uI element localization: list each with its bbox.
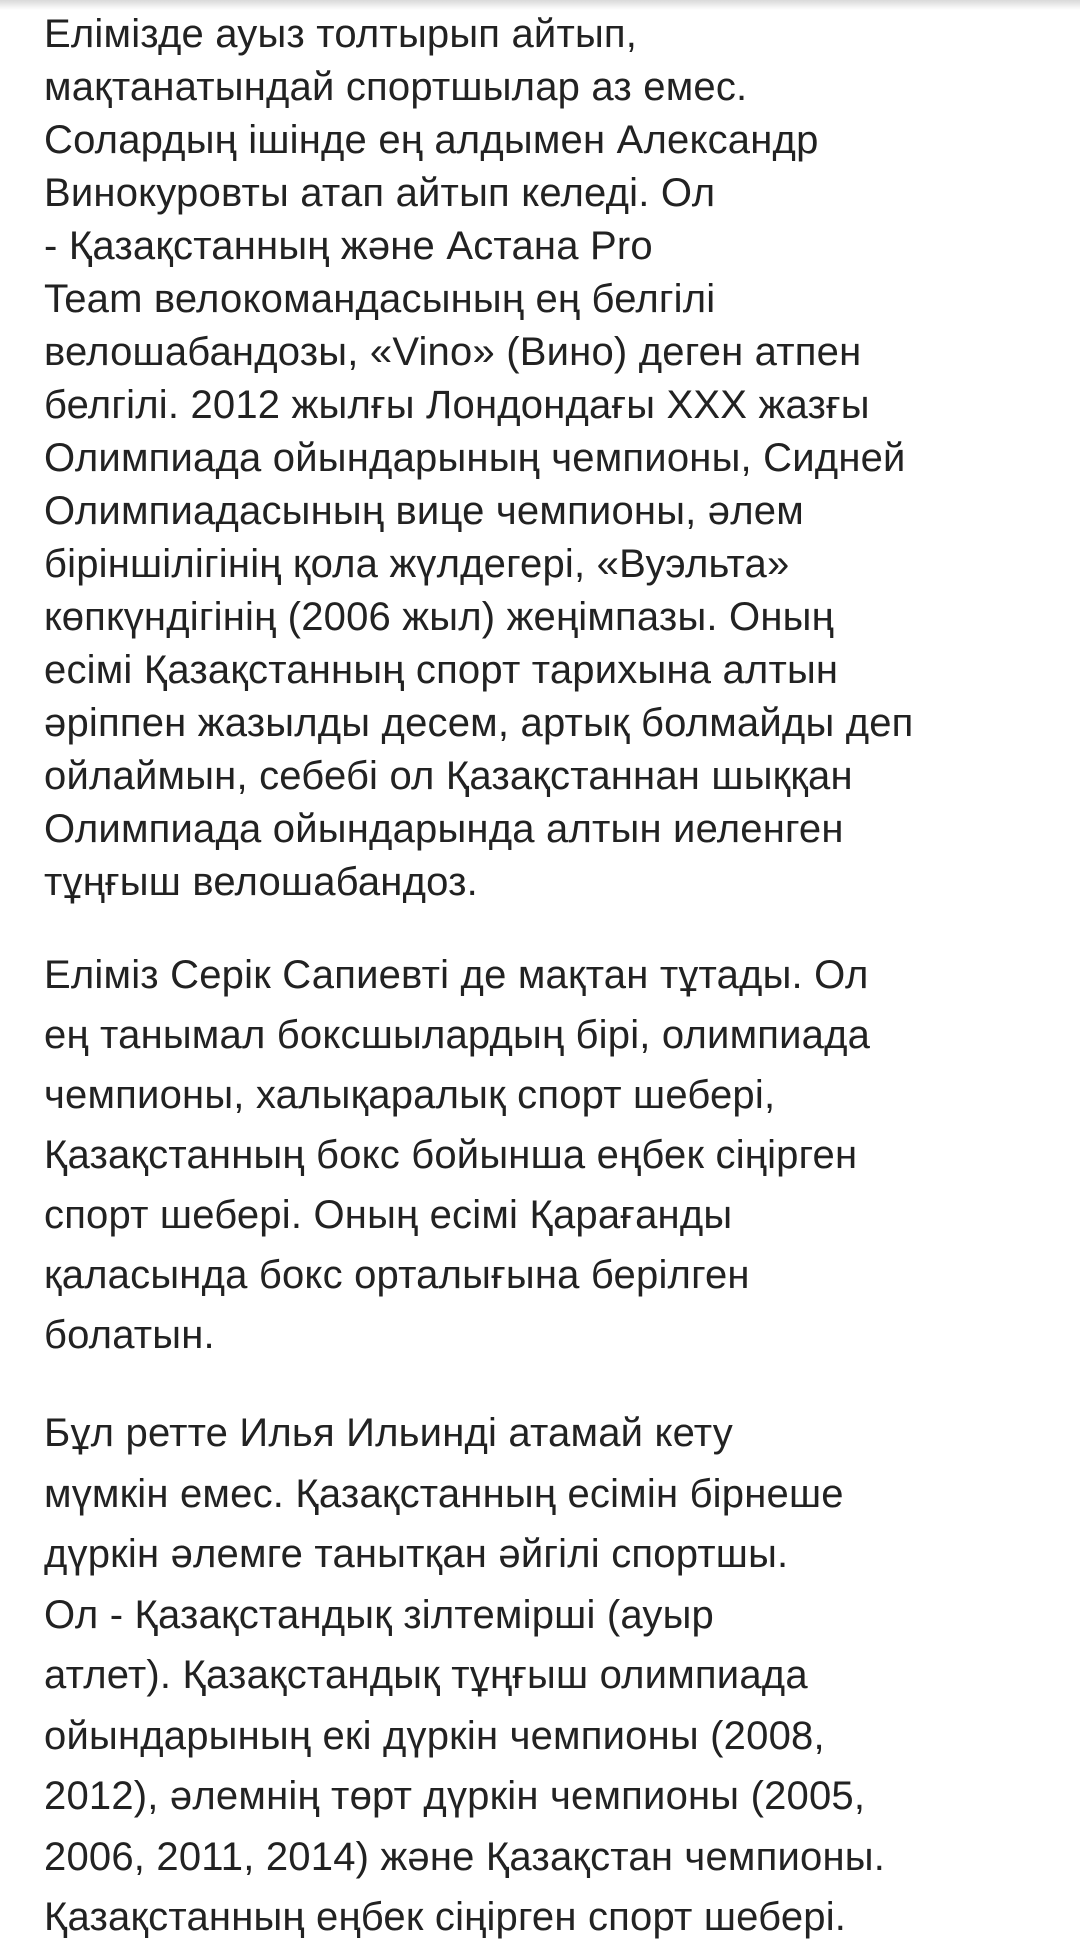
text-line: мүмкін емес. Қазақстанның есімін бірнеше	[44, 1471, 844, 1516]
text-line: дүркін әлемге танытқан әйгілі спортшы.	[44, 1532, 789, 1576]
text-line: ойлаймын, себебі ол Қазақстаннан шыққан	[44, 754, 853, 798]
text-line: Олимпиада ойындарында алтын иеленген	[44, 807, 844, 851]
text-line: Солардың ішінде ең алдымен Александр	[44, 118, 819, 162]
text-line: Олимпиадасының вице чемпионы, әлем	[44, 489, 804, 533]
text-line: есімі Қазақстанның спорт тарихына алтын	[44, 648, 839, 692]
document-body	[44, 8, 1064, 1948]
text-line: Қазақстанның еңбек сіңірген спорт шебері.	[44, 1895, 847, 1939]
text-line: Елімізде ауыз толтырып айтып,	[44, 12, 638, 56]
text-line: спорт шебері. Оның есімі Қарағанды	[44, 1193, 733, 1237]
text-line: әріппен жазылды десем, артық болмайды деп	[44, 701, 914, 745]
text-line: чемпионы, халықаралық спорт шебері,	[44, 1073, 776, 1117]
text-line: біріншілігінің қола жүлдегері, «Вуэльта»	[44, 542, 790, 586]
paragraph-sapiyev	[44, 945, 1064, 1365]
paragraph-vinokurov	[44, 8, 1064, 909]
text-line: Еліміз Серік Сапиевті де мақтан тұтады. Ол	[44, 953, 869, 997]
text-line: көпкүндігінің (2006 жыл) жеңімпазы. Оның	[44, 595, 834, 639]
text-line: болатын.	[44, 1313, 215, 1357]
text-line: ойындарының екі дүркін чемпионы (2008,	[44, 1713, 825, 1758]
text-line: ең танымал боксшылардың бірі, олимпиада	[44, 1013, 871, 1057]
text-line: 2006, 2011, 2014) және Қазақстан чемпионы.	[44, 1834, 886, 1879]
text-line: Ол - Қазақстандық зілтемірші (ауыр	[44, 1592, 714, 1637]
text-line: Винокуровты атап айтып келеді. Ол	[44, 171, 716, 215]
text-line: - Қазақстанның және Астана Pro	[44, 224, 653, 268]
text-line: Team велокомандасының ең белгілі	[44, 277, 716, 321]
text-line: Қазақстанның бокс бойынша еңбек сіңірген	[44, 1133, 858, 1177]
text-line: белгілі. 2012 жылғы Лондондағы XXX жазғы	[44, 383, 870, 427]
text-line: велошабандозы, «Vino» (Вино) деген атпен	[44, 330, 862, 374]
text-line: 2012), әлемнің төрт дүркін чемпионы (2005,	[44, 1774, 866, 1818]
paragraph-ilyin	[44, 1403, 1064, 1948]
text-line: атлет). Қазақстандық тұңғыш олимпиада	[44, 1653, 808, 1697]
text-line: тұңғыш велошабандоз.	[44, 860, 478, 904]
text-line: Олимпиада ойындарының чемпионы, Сидней	[44, 436, 906, 480]
text-line: Бұл ретте Илья Ильинді атамай кету	[44, 1411, 733, 1455]
text-line: мақтанатындай спортшылар аз емес.	[44, 65, 748, 109]
text-line: қаласында бокс орталығына берілген	[44, 1253, 750, 1297]
